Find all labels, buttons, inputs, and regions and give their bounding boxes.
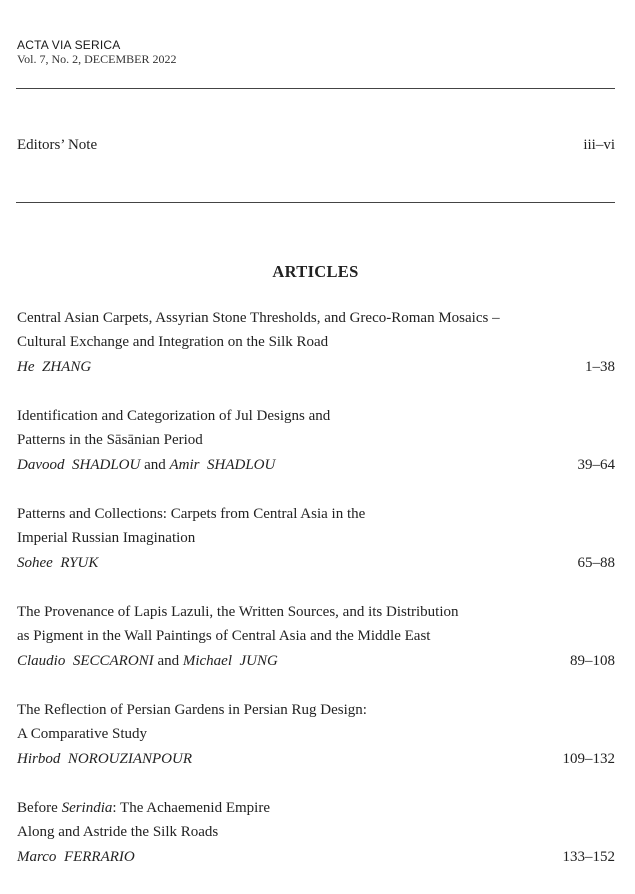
author-surname: FERRARIO xyxy=(63,849,135,865)
author-surname: SHADLOU xyxy=(207,457,276,473)
author-surname: NOROUZIANPOUR xyxy=(67,751,193,767)
article-authors xyxy=(17,453,615,477)
article-title[interactable] xyxy=(17,698,615,746)
author-surname: ZHANG xyxy=(42,359,92,375)
author-given-name: Amir xyxy=(169,457,204,473)
article-pages: 39–64 xyxy=(577,457,615,473)
article-title-line: Patterns in the Sāsānian Period xyxy=(17,432,203,448)
article-title-line: Along and Astride the Silk Roads xyxy=(17,824,219,840)
article-pages: 133–152 xyxy=(562,849,615,865)
article-title-line: Before Serindia: The Achaemenid Empire xyxy=(17,800,270,816)
journal-name: ACTA VIA SERICA xyxy=(17,38,121,52)
editors-note-title[interactable]: Editors’ Note xyxy=(17,137,98,153)
article-title[interactable] xyxy=(17,306,615,354)
article-title-line: The Provenance of Lapis Lazuli, the Written Sources, and its Distribution xyxy=(17,604,459,620)
article-pages: 65–88 xyxy=(577,555,615,571)
author-surname: JUNG xyxy=(239,653,278,669)
section-title: ARTICLES xyxy=(272,262,359,281)
article-title-line: A Comparative Study xyxy=(17,726,147,742)
article-authors xyxy=(17,355,615,379)
article-authors xyxy=(17,747,615,771)
author-given-name: He xyxy=(17,359,39,375)
author-given-name: Michael xyxy=(182,653,236,669)
author-given-name: Davood xyxy=(17,457,69,473)
article-pages: 109–132 xyxy=(562,751,615,767)
article-title[interactable] xyxy=(17,502,615,550)
author-given-name: Sohee xyxy=(17,555,57,571)
author-surname: SECCARONI xyxy=(72,653,154,669)
author-given-name: Marco xyxy=(17,849,61,865)
article-pages: 89–108 xyxy=(570,653,615,669)
author-given-name: Hirbod xyxy=(17,751,65,767)
article-pages: 1–38 xyxy=(585,359,615,375)
author-joiner: and xyxy=(153,653,183,669)
top-rule xyxy=(16,88,615,89)
mid-rule xyxy=(16,202,615,203)
article-title-line: Identification and Categorization of Jul Designs and xyxy=(17,408,331,424)
author-surname: SHADLOU xyxy=(72,457,141,473)
author-given-name: Claudio xyxy=(17,653,70,669)
article-title-line: Cultural Exchange and Integration on the Silk Road xyxy=(17,334,329,350)
journal-header xyxy=(17,38,176,66)
article-title-line: Patterns and Collections: Carpets from Central Asia in the xyxy=(17,506,366,522)
article-authors xyxy=(17,649,615,673)
article-title[interactable] xyxy=(17,600,615,648)
article-authors xyxy=(17,551,615,575)
article-title-line: Imperial Russian Imagination xyxy=(17,530,196,546)
article-title-line: The Reflection of Persian Gardens in Persian Rug Design: xyxy=(17,702,367,718)
author-joiner: and xyxy=(140,457,170,473)
journal-issue: Vol. 7, No. 2, DECEMBER 2022 xyxy=(17,52,177,66)
article-authors xyxy=(17,845,615,869)
author-surname: RYUK xyxy=(60,555,99,571)
article-title[interactable] xyxy=(17,404,615,452)
editors-note-pages: iii–vi xyxy=(583,137,615,153)
article-title-line: as Pigment in the Wall Paintings of Central Asia and the Middle East xyxy=(17,628,431,644)
article-title[interactable] xyxy=(17,796,615,844)
article-title-line: Central Asian Carpets, Assyrian Stone Thresholds, and Greco-Roman Mosaics – xyxy=(17,310,500,326)
